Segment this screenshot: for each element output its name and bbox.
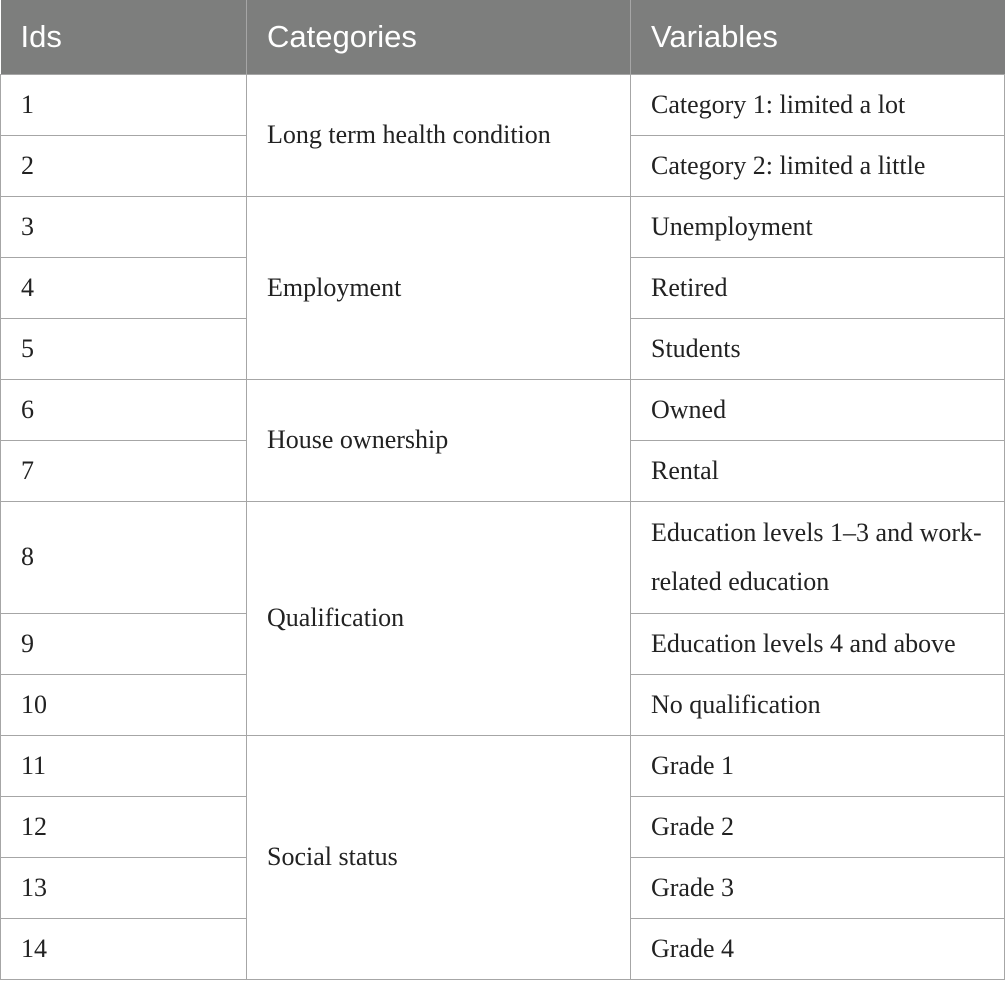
id-cell: 2 xyxy=(1,135,247,196)
variable-cell: Retired xyxy=(631,257,1005,318)
category-cell: Employment xyxy=(247,196,631,379)
variable-cell: Category 2: limited a little xyxy=(631,135,1005,196)
id-cell: 5 xyxy=(1,318,247,379)
variable-cell: Grade 3 xyxy=(631,857,1005,918)
table-row xyxy=(1,379,1005,440)
variable-cell: Education levels 4 and above xyxy=(631,613,1005,674)
variable-cell: Category 1: limited a lot xyxy=(631,74,1005,135)
variable-cell: Grade 4 xyxy=(631,918,1005,979)
header-variables: Variables xyxy=(631,0,1005,74)
id-cell: 11 xyxy=(1,735,247,796)
id-cell: 13 xyxy=(1,857,247,918)
id-cell: 10 xyxy=(1,674,247,735)
variable-cell: Grade 2 xyxy=(631,796,1005,857)
header-ids: Ids xyxy=(1,0,247,74)
variable-cell: Unemployment xyxy=(631,196,1005,257)
variable-cell: Students xyxy=(631,318,1005,379)
id-cell: 9 xyxy=(1,613,247,674)
id-cell: 1 xyxy=(1,74,247,135)
variable-cell: Owned xyxy=(631,379,1005,440)
id-cell: 6 xyxy=(1,379,247,440)
table-row xyxy=(1,735,1005,796)
variable-cell: Education levels 1–3 and work-related education xyxy=(631,501,1005,613)
category-cell: Long term health condition xyxy=(247,74,631,196)
table-row xyxy=(1,501,1005,613)
table-row xyxy=(1,196,1005,257)
id-cell: 12 xyxy=(1,796,247,857)
id-cell: 7 xyxy=(1,440,247,501)
id-cell: 8 xyxy=(1,501,247,613)
id-cell: 14 xyxy=(1,918,247,979)
header-categories: Categories xyxy=(247,0,631,74)
table-row xyxy=(1,74,1005,135)
category-cell: Qualification xyxy=(247,501,631,735)
id-cell: 3 xyxy=(1,196,247,257)
variable-cell: No qualification xyxy=(631,674,1005,735)
variable-cell: Rental xyxy=(631,440,1005,501)
variable-cell: Grade 1 xyxy=(631,735,1005,796)
category-cell: House ownership xyxy=(247,379,631,501)
id-cell: 4 xyxy=(1,257,247,318)
category-cell: Social status xyxy=(247,735,631,979)
table-header-row xyxy=(1,0,1005,74)
